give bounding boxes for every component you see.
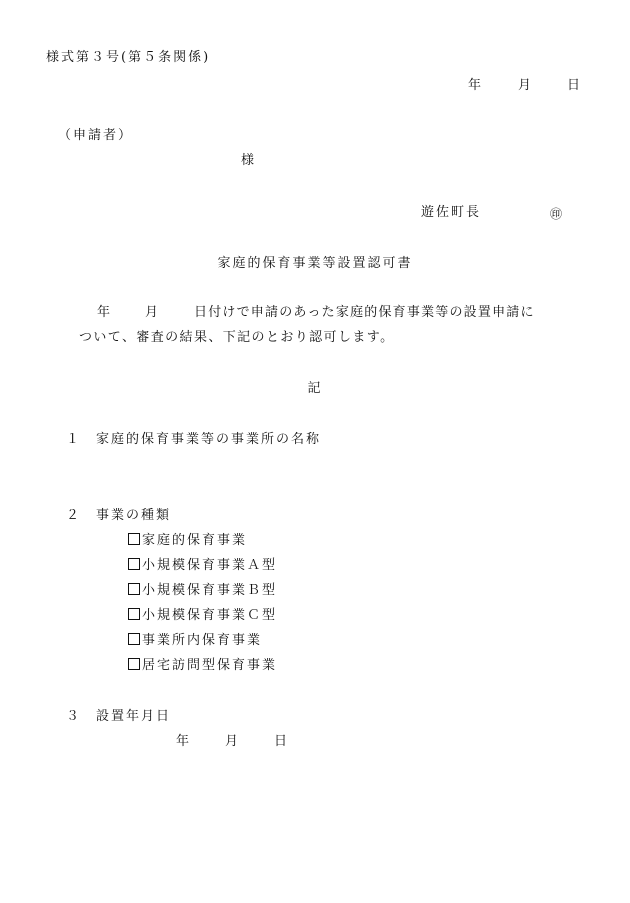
applicant-label: （申請者）	[58, 128, 134, 143]
business-type-option[interactable]	[128, 558, 277, 574]
issue-date-month: 月	[518, 78, 534, 93]
business-type-label: 事業所内保育事業	[142, 633, 263, 648]
issue-date-day: 日	[567, 78, 583, 93]
addressee-honorific: 様	[241, 153, 257, 168]
business-type-option[interactable]	[128, 658, 277, 674]
business-type-option[interactable]	[128, 583, 277, 599]
business-type-option[interactable]	[128, 608, 277, 624]
item-3-number: ３	[66, 709, 82, 724]
business-type-label: 小規模保育事業Ｃ型	[142, 608, 278, 623]
establishment-year: 年	[176, 734, 192, 749]
checkbox-icon[interactable]	[128, 583, 140, 595]
business-type-label: 家庭的保育事業	[142, 533, 248, 548]
item-3-label: 設置年月日	[96, 709, 172, 724]
body-line2: ついて、審査の結果、下記のとおり認可します。	[79, 330, 395, 345]
business-type-option[interactable]	[128, 533, 247, 549]
business-type-label: 小規模保育事業Ｂ型	[142, 583, 278, 598]
checkbox-icon[interactable]	[128, 558, 140, 570]
form-number: 様式第３号(第５条関係)	[46, 50, 211, 65]
body-line1: 日付けで申請のあった家庭的保育事業等の設置申請に	[194, 305, 535, 320]
establishment-month: 月	[225, 734, 241, 749]
checkbox-icon[interactable]	[128, 533, 140, 545]
note-heading: 記	[307, 381, 323, 396]
business-type-option[interactable]	[128, 633, 262, 649]
item-2-label: 事業の種類	[96, 508, 172, 523]
seal-mark: ㊞	[550, 207, 563, 221]
item-1-label: 家庭的保育事業等の事業所の名称	[96, 432, 322, 447]
item-2-number: ２	[66, 508, 82, 523]
checkbox-icon[interactable]	[128, 658, 140, 670]
document-title: 家庭的保育事業等設置認可書	[217, 256, 413, 271]
business-type-label: 小規模保育事業Ａ型	[142, 558, 278, 573]
body-year: 年	[97, 305, 113, 320]
issuer-name: 遊佐町長	[421, 205, 482, 220]
checkbox-icon[interactable]	[128, 633, 140, 645]
checkbox-icon[interactable]	[128, 608, 140, 620]
item-1-number: １	[66, 432, 82, 447]
business-type-label: 居宅訪問型保育事業	[142, 658, 278, 673]
issue-date-year: 年	[468, 78, 484, 93]
establishment-day: 日	[274, 734, 290, 749]
body-month: 月	[145, 305, 161, 320]
